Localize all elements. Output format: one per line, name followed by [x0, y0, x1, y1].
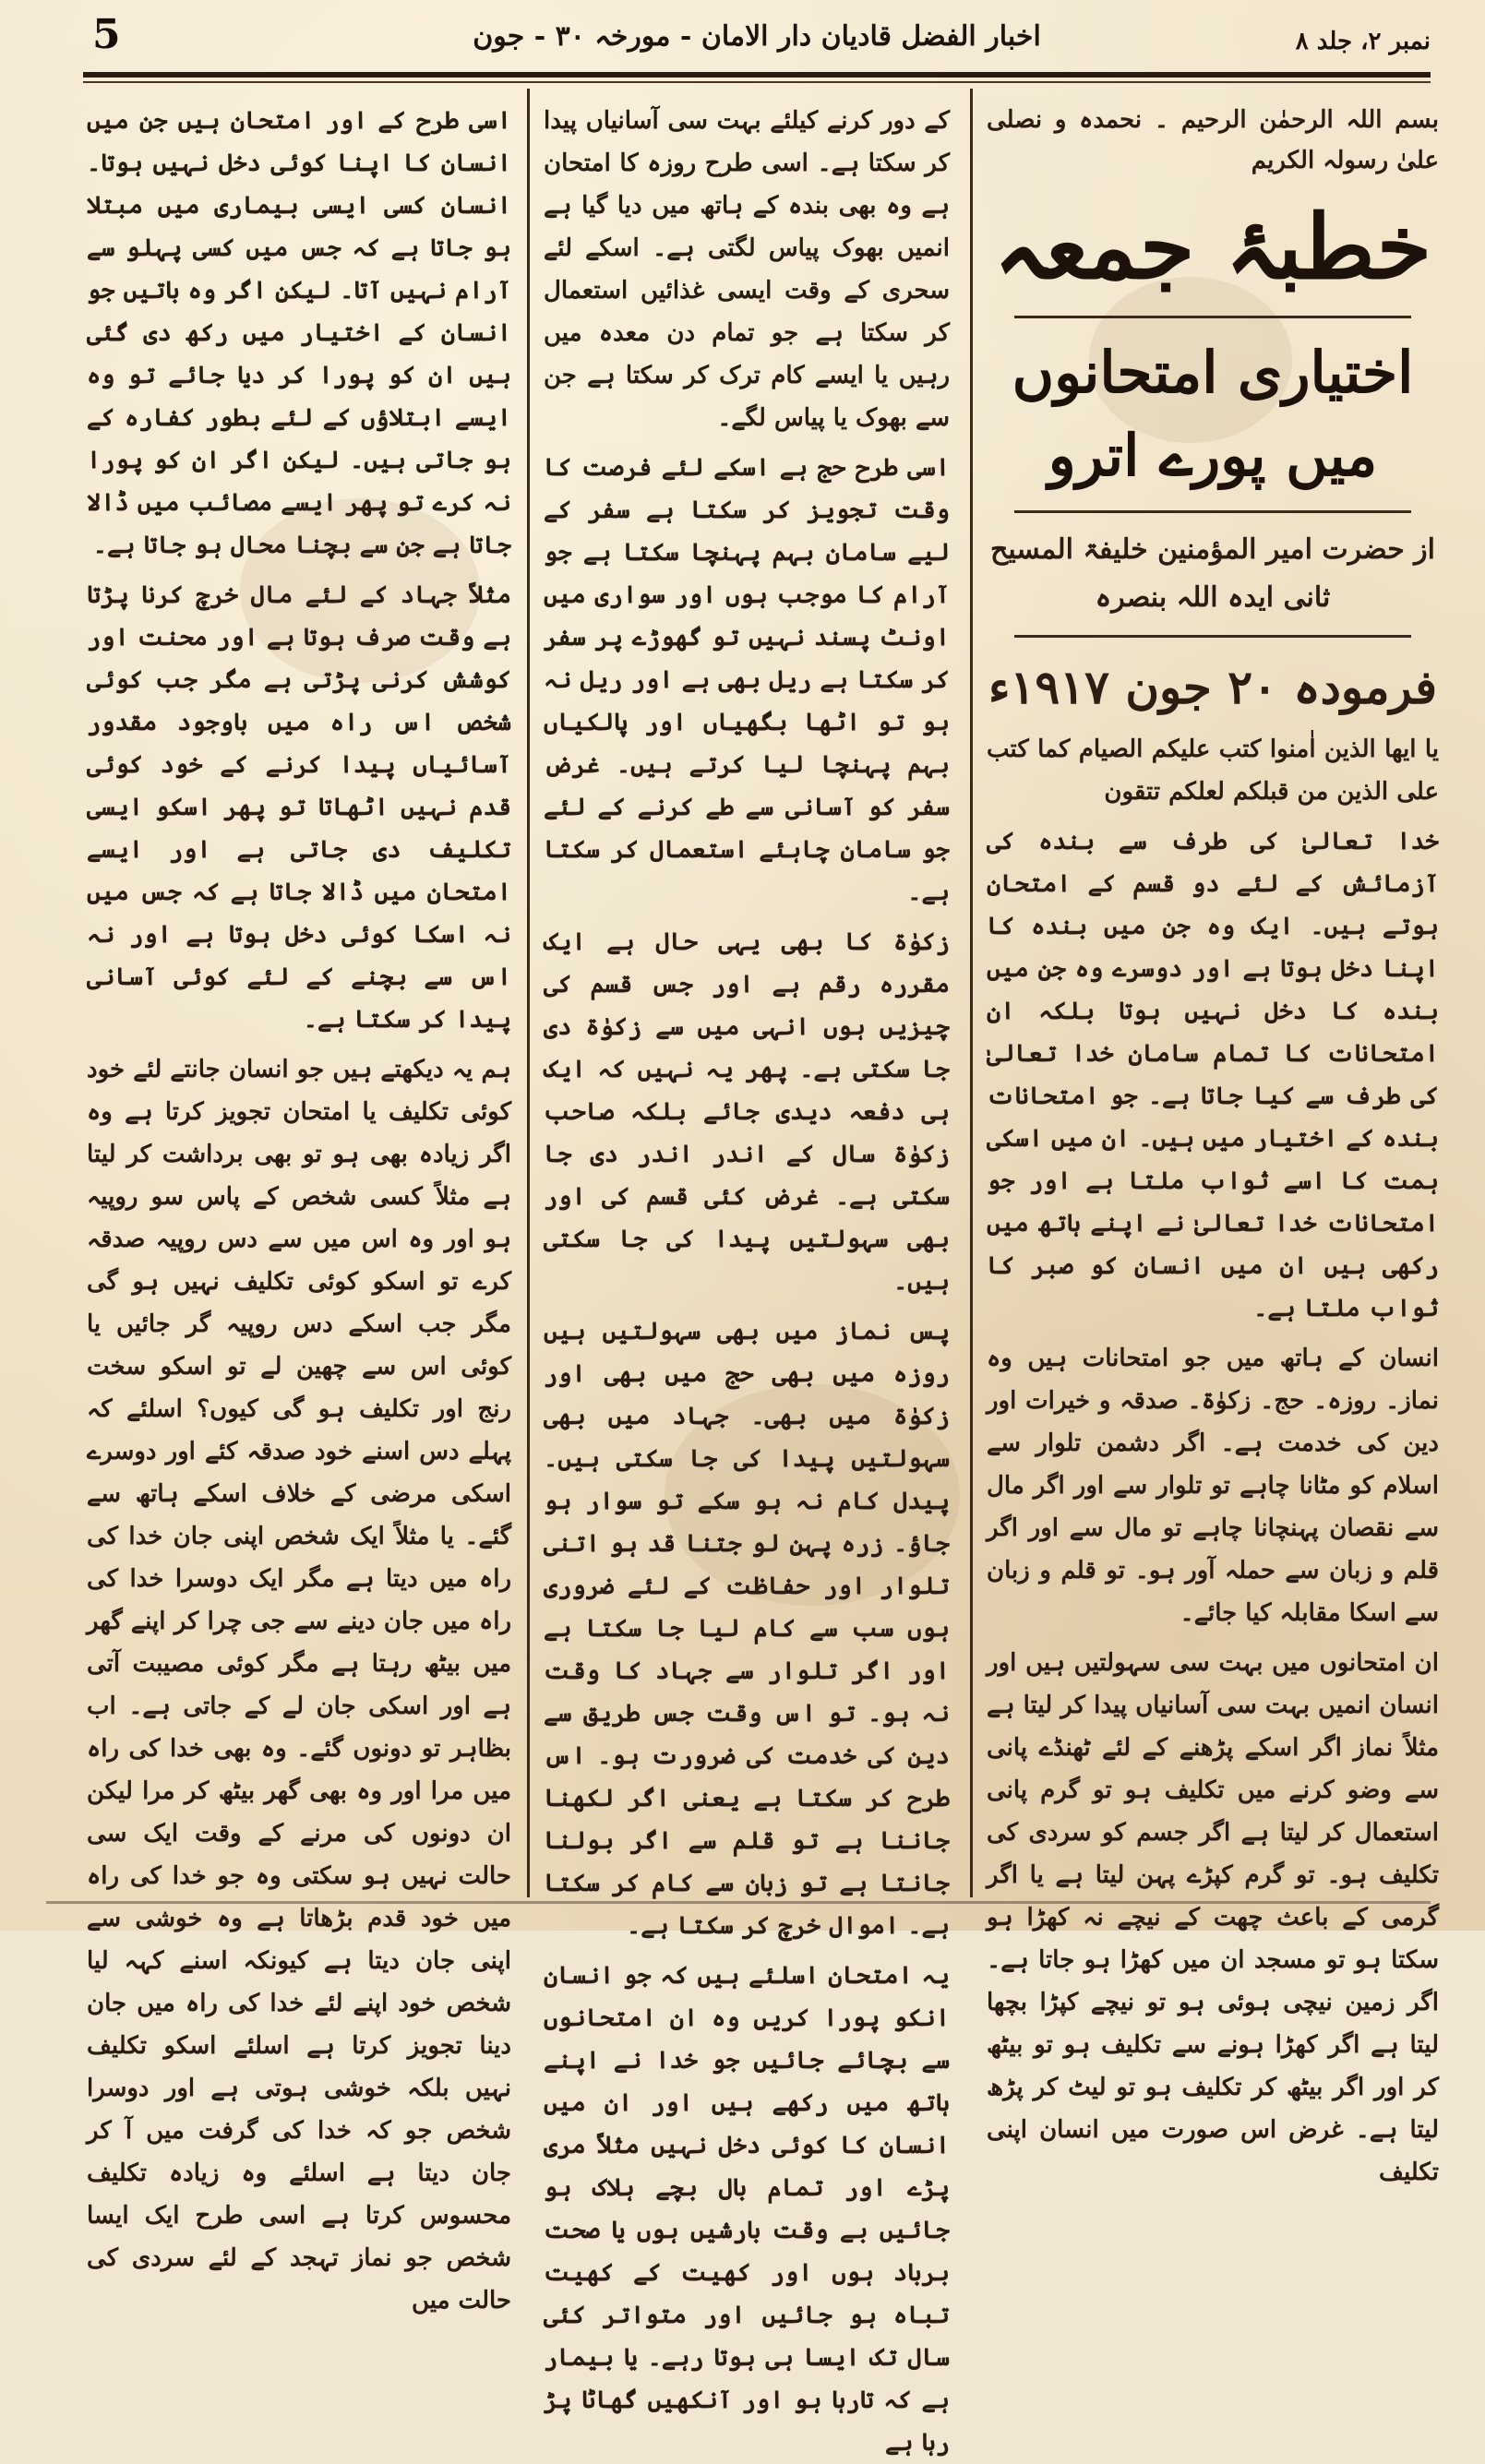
issue-number: نمبر ۲، جلد ۸	[1295, 28, 1431, 55]
title-separator	[1014, 316, 1411, 318]
footer-rule	[46, 1901, 1431, 1904]
header-rule-thin	[83, 81, 1431, 83]
newspaper-dateline: اخبار الفضل قادیان دار الامان - مورخہ ۳۰ - جون	[473, 20, 1041, 53]
quran-verse: یا ایھا الذین اٰمنوا کتب علیکم الصیام کما کتب علی الذین من قبلکم لعلکم تتقون	[987, 736, 1439, 806]
byline: از حضرت امیر المؤمنین خلیفۃ المسیح ثانی ایدہ اللہ بنصرہ	[989, 533, 1436, 614]
paragraph: اسی طرح کے اور امتحان ہیں جن میں انسان کا اپنا کوئی دخل نہیں ہوتا۔ انسان کسی ایسی بیماری میں مبتلا ہو جاتا ہے کہ جس میں کسی پہلو سے آرام نہیں آتا۔ لیکن اگر وہ باتیں جو انسان کے اختیار میں رکھ دی گئی ہیں ان کو پورا کر دیا جائے تو وہ ایسے ابتلاؤں کے لئے بطور کفارہ کے ہو جاتی ہیں۔ لیکن اگر ان کو پورا نہ کرے تو پھر ایسے مصائب میں ڈالا جاتا ہے جن سے بچنا محال ہو جاتا ہے۔	[87, 107, 511, 559]
masthead	[83, 11, 1431, 66]
left-column	[87, 100, 511, 2314]
right-column	[987, 100, 1440, 2186]
column-divider	[970, 89, 973, 1897]
delivered-date: فرمودہ ۲۰ جون ۱۹۱۷ء	[988, 660, 1437, 714]
subtitle-separator	[1014, 510, 1411, 513]
header-rule	[83, 72, 1431, 78]
paragraph: انسان کے ہاتھ میں جو امتحانات ہیں وہ نماز۔ روزہ۔ حج۔ زکوٰۃ۔ صدقہ و خیرات اور دین کی خدمت ہے۔ اگر دشمن تلوار سے اسلام کو مٹانا چاہے تو تلوار سے اور اگر مال سے نقصان پہنچانا چاہے تو مال سے اور اگر قلم و زبان سے حملہ آور ہو۔ تو قلم و زبان سے اسکا مقابلہ کیا جائے۔	[987, 1345, 1440, 1627]
paragraph: خدا تعالیٰ کی طرف سے بندہ کی آزمائش کے لئے دو قسم کے امتحان ہوتے ہیں۔ ایک وہ جن میں بندہ کا اپنا دخل ہوتا ہے اور دوسرے وہ جن میں بندہ کا دخل نہیں ہوتا بلکہ ان امتحانات کا تمام سامان خدا تعالیٰ کی طرف سے کیا جاتا ہے۔ جو امتحانات بندہ کے اختیار میں ہیں۔ ان میں اسکی ہمت کا اسے ثواب ملتا ہے اور جو امتحانات خدا تعالیٰ نے اپنے ہاتھ میں رکھی ہیں ان میں انسان کو صبر کا ثواب ملتا ہے۔	[987, 828, 1439, 1322]
paragraph: ہم یہ دیکھتے ہیں جو انسان جانتے لئے خود کوئی تکلیف یا امتحان تجویز کرتا ہے وہ اگر زیادہ بھی ہو تو بھی برداشت کر لیتا ہے مثلاً کسی شخص کے پاس سو روپیہ ہو اور وہ اس میں سے دس روپیہ صدقہ کرے تو اسکو کوئی تکلیف نہیں ہو گی مگر جب اسکے دس روپیہ گر جائیں یا کوئی اس سے چھین لے تو اسکو سخت رنج اور تکلیف ہو گی کیوں؟ اسلئے کہ پہلے دس اسنے خود صدقہ کئے اور دوسرے اسکی مرضی کے خلاف اسکے ہاتھ سے گئے۔ یا مثلاً ایک شخص اپنی جان خدا کی راہ میں دیتا ہے مگر ایک دوسرا خدا کی راہ میں جان دینے سے جی چرا کر اپنے گھر میں بیٹھ رہتا ہے مگر کوئی مصیبت آتی ہے اور اسکی جان لے کے جاتی ہے۔ اب بظاہر تو دونوں گئے۔ وہ بھی خدا کی راہ میں مرا اور وہ بھی گھر بیٹھ کر مرا لیکن ان دونوں کی مرنے کے وقت ایک سی حالت نہیں ہو سکتی وہ جو خدا کی راہ میں خود قدم بڑھاتا ہے وہ خوشی سے اپنی جان دیتا ہے کیونکہ اسنے کہہ لیا شخص خود اپنے لئے خدا کی راہ میں جان دینا تجویز کرتا ہے اسلئے اسکو تکلیف نہیں بلکہ خوشی ہوتی ہے اور دوسرا شخص جو کہ خدا کی گرفت میں آ کر جان دیتا ہے اسلئے وہ زیادہ تکلیف محسوس کرتا ہے اسی طرح ایک ایسا شخص جو نماز تہجد کے لئے سردی کی حالت میں	[87, 1056, 511, 2314]
article-title: خطبۂ جمعہ	[993, 195, 1432, 299]
paragraph: اسی طرح حج ہے اسکے لئے فرصت کا وقت تجویز کر سکتا ہے سفر کے لیے سامان بہم پہنچا سکتا ہے جو آرام کا موجب ہوں اور سواری میں اونٹ پسند نہیں تو گھوڑے پر سفر کر سکتا ہے ریل بھی ہے اور ریل نہ ہو تو اٹھا بگھیاں اور پالکیاں بہم پہنچا لیا کرتے ہیں۔ غرض سفر کو آسانی سے طے کرنے کے لئے جو سامان چاہئے استعمال کر سکتا ہے۔	[544, 454, 950, 906]
paragraph: مثلاً جہاد کے لئے مال خرچ کرنا پڑتا ہے وقت صرف ہوتا ہے اور محنت اور کوشش کرنی پڑتی ہے مگر جب کوئی شخص اس راہ میں باوجود مقدور آسائیاں پیدا کرنے کے خود کوئی قدم نہیں اٹھاتا تو پھر اسکو ایسی تکلیف دی جاتی ہے اور ایسے امتحان میں ڈالا جاتا ہے کہ جس میں نہ اسکا کوئی دخل ہوتا ہے اور نہ اس سے بچنے کے لئے کوئی آسانی پیدا کر سکتا ہے۔	[87, 581, 511, 1034]
byline-separator	[1014, 635, 1411, 638]
paragraph: یہ امتحان اسلئے ہیں کہ جو انسان انکو پورا کریں وہ ان امتحانوں سے بچائے جائیں جو خدا نے اپنے ہاتھ میں رکھے ہیں اور ان میں انسان کا کوئی دخل نہیں مثلاً مری پڑے اور تمام بال بچے ہلاک ہو جائیں بے وقت بارشیں ہوں یا صحت برباد ہوں اور کھیت کے کھیت تباہ ہو جائیں اور متواتر کئی سال تک ایسا ہی ہوتا رہے۔ یا بیمار ہے کہ تارہا ہو اور آنکھیں گھاٹا پڑ رہا ہے	[544, 1962, 950, 2457]
bismillah-line: بسم اللہ الرحمٰن الرحیم ۔ نحمدہ و نصلی علیٰ رسولہ الکریم	[987, 106, 1439, 174]
paragraph: زکوٰۃ کا بھی یہی حال ہے ایک مقررہ رقم ہے اور جس قسم کی چیزیں ہوں انہی میں سے زکوٰۃ دی جا سکتی ہے۔ پھر یہ نہیں کہ ایک ہی دفعہ دیدی جائے بلکہ صاحب زکوٰۃ سال کے اندر اندر دی جا سکتی ہے۔ غرض کئی قسم کی اور بھی سہولتیں پیدا کی جا سکتی ہیں۔	[544, 928, 950, 1296]
middle-column	[544, 100, 950, 2457]
paragraph: ان امتحانوں میں بہت سی سہولتیں ہیں اور انسان انمیں بہت سی آسانیاں پیدا کر لیتا ہے مثلاً نماز اگر اسکے پڑھنے کے لئے ٹھنڈے پانی سے وضو کرنے میں تکلیف ہو تو گرم پانی استعمال کر لیتا ہے اگر جسم کو سردی کی تکلیف ہو۔ تو گرم کپڑے پہن لیتا ہے یا اگر گرمی کے باعث چھت کے نیچے نہ کھڑا ہو سکتا ہو تو مسجد ان میں کھڑا ہو جاتا ہے۔ اگر زمین نیچی ہوئی ہو تو نیچے کپڑا بچھا لیتا ہے اگر کھڑا ہونے سے تکلیف ہو تو بیٹھ کر اور اگر بیٹھ کر تکلیف ہو تو لیٹ کر پڑھ لیتا ہے۔ غرض اس صورت میں انسان اپنی تکلیف	[987, 1649, 1439, 2186]
paragraph: پس نماز میں بھی سہولتیں ہیں روزہ میں بھی حج میں بھی اور زکوٰۃ میں بھی۔ جہاد میں بھی سہولتیں پیدا کی جا سکتی ہیں۔ پیدل کام نہ ہو سکے تو سوار ہو جاؤ۔ زرہ پہن لو جتنا قد ہو اتنی تلوار اور حفاظت کے لئے ضروری ہوں سب سے کام لیا جا سکتا ہے اور اگر تلوار سے جہاد کا وقت نہ ہو۔ تو اس وقت جس طریق سے دین کی خدمت کی ضرورت ہو۔ اس طرح کر سکتا ہے یعنی اگر لکھنا جاننا ہے تو قلم سے اگر بولنا جانتا ہے تو زبان سے کام کر سکتا ہے۔ اموال خرچ کر سکتا ہے۔	[544, 1318, 950, 1940]
column-divider	[527, 89, 530, 1897]
paragraph: کے دور کرنے کیلئے بہت سی آسانیاں پیدا کر سکتا ہے۔ اسی طرح روزہ کا امتحان ہے وہ بھی بندہ کے ہاتھ میں دیا گیا ہے انمیں بھوک پیاس لگتی ہے۔ اسکے لئے سحری کے وقت ایسی غذائیں استعمال کر سکتا ہے جو تمام دن معدہ میں رہیں یا ایسے کام ترک کر سکتا ہے جن سے بھوک یا پیاس لگے۔	[544, 107, 950, 432]
page-number: 5	[92, 11, 121, 58]
article-subtitle: اختیاری امتحانوں میں پورے اترو	[1012, 339, 1414, 489]
